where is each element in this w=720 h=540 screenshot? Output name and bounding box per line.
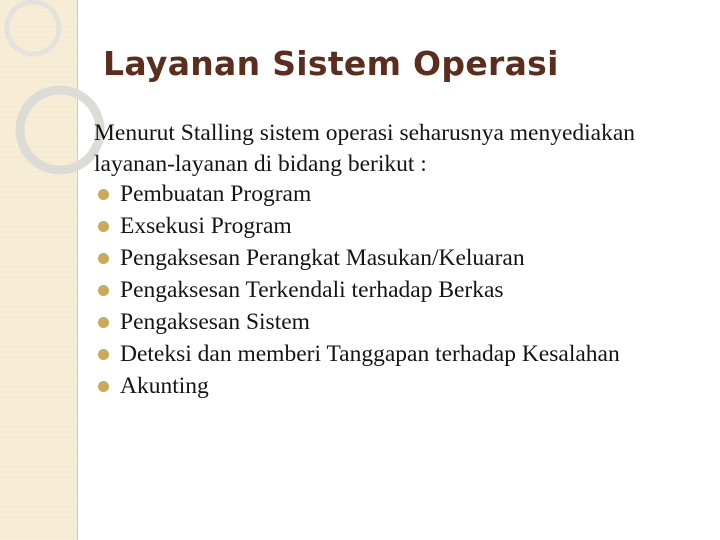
bullet-list <box>94 182 694 399</box>
decorative-side-strip <box>0 0 78 540</box>
bullet-icon <box>98 221 109 232</box>
list-item-text: Pengaksesan Terkendali terhadap Berkas <box>120 277 504 303</box>
bullet-icon <box>98 285 109 296</box>
list-item <box>94 342 694 367</box>
slide-title: Layanan Sistem Operasi <box>103 44 559 83</box>
list-item <box>94 278 694 303</box>
list-item <box>94 310 694 335</box>
strip-texture <box>0 0 77 540</box>
list-item-text: Pengaksesan Perangkat Masukan/Keluaran <box>120 245 525 271</box>
bullet-icon <box>98 381 109 392</box>
bullet-icon <box>98 189 109 200</box>
bullet-icon <box>98 349 109 360</box>
list-item-text: Deteksi dan memberi Tanggapan terhadap Kesalahan <box>120 341 620 367</box>
list-item-text: Pembuatan Program <box>120 181 312 207</box>
list-item <box>94 214 694 239</box>
list-item <box>94 374 694 399</box>
list-item-text: Pengaksesan Sistem <box>120 309 310 335</box>
list-item-text: Akunting <box>120 373 209 399</box>
list-item <box>94 246 694 271</box>
list-item-text: Exsekusi Program <box>120 213 292 239</box>
slide-body <box>94 118 694 399</box>
list-item <box>94 182 694 207</box>
bullet-icon <box>98 253 109 264</box>
bullet-icon <box>98 317 109 328</box>
intro-text: Menurut Stalling sistem operasi seharusnya menyediakan layanan-layanan di bidang berikut : <box>94 120 636 177</box>
